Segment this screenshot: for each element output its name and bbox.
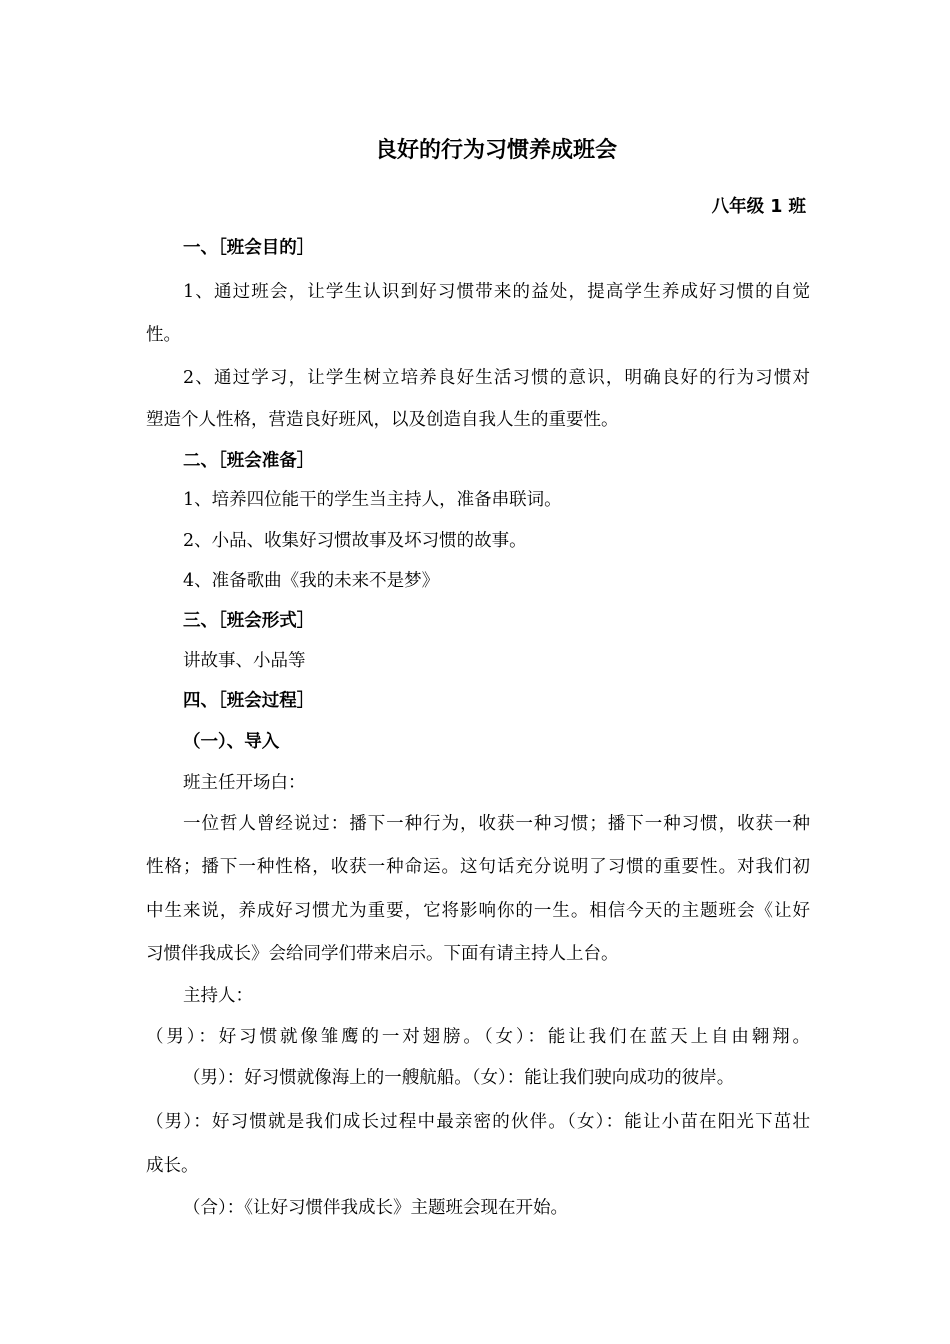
teacher-label: 班主任开场白：: [183, 773, 306, 793]
section-heading-preparation: 二、［班会准备］: [183, 451, 315, 471]
prep-item-4: 4、准备歌曲《我的未来不是梦》: [183, 571, 440, 591]
goal-1-line-1: 1、通过班会，让学生认识到好习惯带来的益处，提高学生养成好习惯的自觉: [183, 282, 810, 302]
subsection-heading-intro: （一）、导入: [183, 732, 280, 752]
document-title: 良好的行为习惯养成班会: [374, 138, 617, 163]
host-line-4: 成长。: [146, 1156, 199, 1176]
host-line-5: （合）：《让好习惯伴我成长》主题班会现在开始。: [183, 1198, 568, 1218]
intro-line-1: 一位哲人曾经说过：播下一种行为，收获一种习惯；播下一种习惯，收获一种: [183, 814, 810, 834]
host-line-3: （男）：好习惯就是我们成长过程中最亲密的伙伴。（女）：能让小苗在阳光下茁壮: [146, 1112, 810, 1132]
prep-item-1: 1、培养四位能干的学生当主持人，准备串联词。: [183, 490, 562, 510]
form-text: 讲故事、小品等: [183, 651, 306, 671]
intro-line-3: 中生来说，养成好习惯尤为重要，它将影响你的一生。相信今天的主题班会《让好: [146, 901, 810, 921]
prep-item-2: 2、小品、收集好习惯故事及坏习惯的故事。: [183, 531, 527, 551]
intro-line-2: 性格；播下一种性格，收获一种命运。这句话充分说明了习惯的重要性。对我们初: [146, 857, 810, 877]
host-label: 主持人：: [183, 986, 253, 1006]
section-heading-process: 四、［班会过程］: [183, 691, 315, 711]
host-line-1: （男）：好习惯就像雏鹰的一对翅膀。（女）：能让我们在蓝天上自由翱翔。: [146, 1027, 810, 1047]
section-heading-purpose: 一、［班会目的］: [183, 238, 315, 258]
host-line-2: （男）：好习惯就像海上的一艘航船。（女）：能让我们驶向成功的彼岸。: [183, 1068, 735, 1088]
intro-line-4: 习惯伴我成长》会给同学们带来启示。下面有请主持人上台。: [146, 944, 619, 964]
section-heading-form: 三、［班会形式］: [183, 611, 315, 631]
goal-2-line-2: 塑造个人性格，营造良好班风，以及创造自我人生的重要性。: [146, 410, 619, 430]
goal-1-line-2: 性。: [146, 325, 181, 345]
goal-2-line-1: 2、通过学习，让学生树立培养良好生活习惯的意识，明确良好的行为习惯对: [183, 368, 810, 388]
class-name: 八年级 1 班: [711, 197, 806, 217]
